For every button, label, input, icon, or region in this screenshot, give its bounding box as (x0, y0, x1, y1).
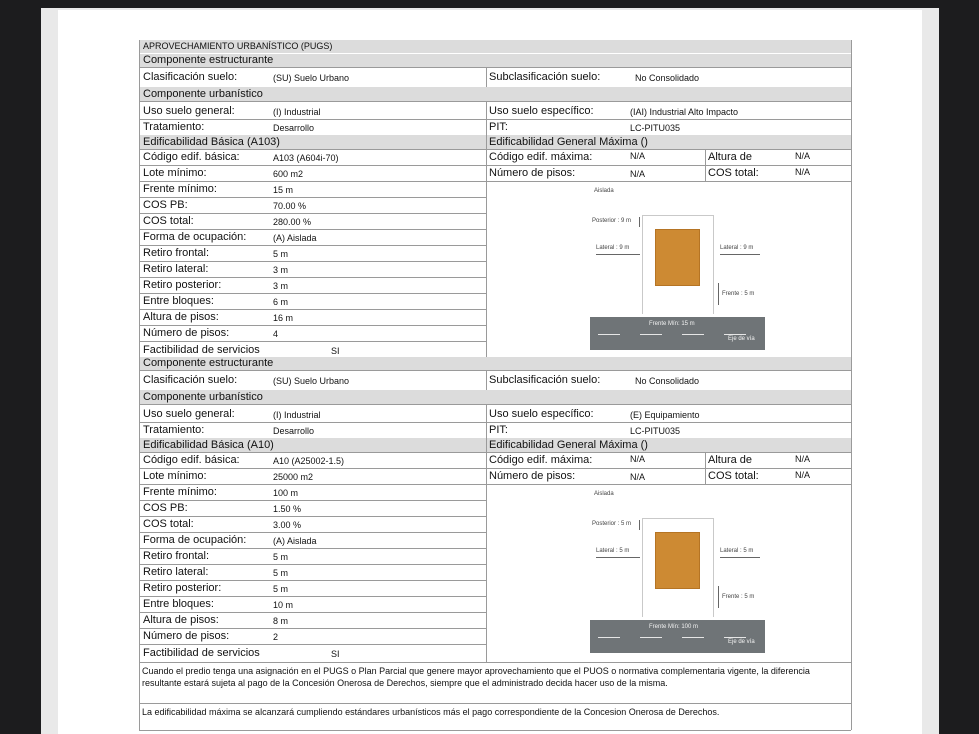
subclasificacion-label: Subclasificación suelo: (489, 71, 601, 83)
posterior-label: Posterior : 5 m (592, 521, 632, 527)
setback-diagram (590, 489, 770, 659)
lane-dash (682, 637, 704, 638)
column-divider (486, 452, 487, 662)
tratamiento-label: Tratamiento: (143, 121, 205, 133)
building-footprint (655, 229, 700, 286)
lane-dash (724, 334, 746, 335)
uso-especifico-label: Uso suelo específico: (489, 408, 594, 420)
column-divider (705, 452, 706, 484)
column-divider (705, 149, 706, 181)
divider (139, 468, 486, 469)
divider (139, 484, 486, 485)
codigo-maxima-value: N/A (630, 454, 646, 464)
row-value: 5 m (273, 249, 289, 259)
column-divider (486, 149, 487, 359)
row-label: Frente mínimo: (143, 183, 217, 195)
frente-label: Frente : 5 m (722, 291, 755, 297)
row-label: Número de pisos: (143, 630, 230, 642)
cos-total-max-label: COS total: (708, 470, 759, 482)
codigo-maxima-label: Código edif. máxima: (489, 454, 593, 466)
altura-de-label: Altura de (708, 454, 753, 466)
divider (139, 644, 486, 645)
document-title: APROVECHAMIENTO URBANÍSTICO (PUGS) (143, 41, 333, 51)
divider (139, 101, 851, 102)
uso-general-value: (I) Industrial (273, 107, 321, 117)
row-value: 5 m (273, 584, 289, 594)
lateral-left-label: Lateral : 5 m (596, 548, 630, 554)
table-border-right (851, 40, 852, 730)
cos-total-max-label: COS total: (708, 167, 759, 179)
numero-pisos-max-label: Número de pisos: (489, 167, 576, 179)
uso-general-label: Uso suelo general: (143, 408, 235, 420)
divider (139, 119, 851, 120)
row-value: 70.00 % (273, 201, 307, 211)
row-label: Altura de pisos: (143, 311, 219, 323)
lateral-right-label: Lateral : 5 m (720, 548, 754, 554)
lateral-right-label: Lateral : 9 m (720, 245, 754, 251)
divider (139, 309, 486, 310)
divider (139, 548, 486, 549)
row-value: 8 m (273, 616, 289, 626)
divider (139, 564, 486, 565)
divider (139, 730, 851, 731)
frente-minimo-label: Frente Mín: 100 m (649, 624, 699, 630)
row-value: (A) Aislada (273, 233, 317, 243)
divider (139, 532, 486, 533)
componente-estructurante-heading: Componente estructurante (143, 357, 274, 369)
subclasificacion-value: No Consolidado (635, 73, 700, 83)
divider (139, 370, 851, 371)
row-label: COS total: (143, 215, 194, 227)
row-value: 3.00 % (273, 520, 302, 530)
divider (139, 229, 486, 230)
row-label: Entre bloques: (143, 295, 214, 307)
tratamiento-value: Desarrollo (273, 426, 315, 436)
row-value: 600 m2 (273, 169, 304, 179)
codigo-maxima-value: N/A (630, 151, 646, 161)
divider (139, 452, 851, 453)
pit-value: LC-PITU035 (630, 426, 681, 436)
row-label: Frente mínimo: (143, 486, 217, 498)
row-label: Código edif. básica: (143, 454, 240, 466)
row-value: A103 (A604i-70) (273, 153, 339, 163)
dimension-tick (639, 217, 640, 227)
numero-pisos-max-value: N/A (630, 169, 646, 179)
tratamiento-value: Desarrollo (273, 123, 315, 133)
diagram-type-label: Aislada (594, 491, 614, 497)
lane-dash (724, 637, 746, 638)
numero-pisos-max-value: N/A (630, 472, 646, 482)
divider (486, 468, 851, 469)
lane-dash (598, 334, 620, 335)
clasificacion-value: (SU) Suelo Urbano (273, 73, 350, 83)
factibilidad-label: Factibilidad de servicios (143, 344, 260, 356)
cos-total-max-value: N/A (795, 470, 811, 480)
row-label: Retiro frontal: (143, 550, 210, 562)
row-value: 10 m (273, 600, 294, 610)
edificabilidad-general-heading: Edificabilidad General Máxima () (489, 439, 648, 451)
row-label: Entre bloques: (143, 598, 214, 610)
row-value: 25000 m2 (273, 472, 314, 482)
row-value: 5 m (273, 568, 289, 578)
subclasificacion-value: No Consolidado (635, 376, 700, 386)
table-border-left (139, 40, 140, 730)
row-label: Retiro lateral: (143, 263, 209, 275)
altura-de-value: N/A (795, 454, 811, 464)
lane-dash (598, 637, 620, 638)
divider (139, 325, 486, 326)
dimension-tick (720, 254, 760, 255)
dimension-tick (596, 557, 640, 558)
row-value: 5 m (273, 552, 289, 562)
factibilidad-value: SI (331, 649, 340, 659)
row-value: 15 m (273, 185, 294, 195)
row-label: COS PB: (143, 502, 188, 514)
column-divider (486, 135, 487, 149)
edificabilidad-general-heading: Edificabilidad General Máxima () (489, 136, 648, 148)
altura-de-label: Altura de (708, 151, 753, 163)
divider (139, 628, 486, 629)
column-divider (486, 68, 487, 87)
divider (139, 596, 486, 597)
diagram-type-label: Aislada (594, 188, 614, 194)
row-value: 1.50 % (273, 504, 302, 514)
divider (139, 580, 486, 581)
altura-de-value: N/A (795, 151, 811, 161)
row-value: A10 (A25002-1.5) (273, 456, 345, 466)
divider (139, 662, 851, 663)
row-value: 280.00 % (273, 217, 312, 227)
dimension-tick (596, 254, 640, 255)
clasificacion-value: (SU) Suelo Urbano (273, 376, 350, 386)
divider (139, 165, 486, 166)
uso-general-value: (I) Industrial (273, 410, 321, 420)
clasificacion-label: Clasificación suelo: (143, 374, 238, 386)
column-divider (486, 438, 487, 452)
divider (139, 422, 851, 423)
divider (139, 197, 486, 198)
clasificacion-label: Clasificación suelo: (143, 71, 238, 83)
column-divider (486, 101, 487, 135)
divider (139, 404, 851, 405)
factibilidad-value: SI (331, 346, 340, 356)
row-label: COS total: (143, 518, 194, 530)
pit-label: PIT: (489, 424, 508, 436)
note-concesion-onerosa: Cuando el predio tenga una asignación en el PUGS o Plan Parcial que genere mayor aprovechamiento que el PUOS o normativa complementaria vigente, la diferencia resultante estará sujeta al pago de la Concesión Onerosa de Derechos, siempre que el administrado decida hacer uso de la misma. (142, 666, 810, 688)
row-value: 16 m (273, 313, 294, 323)
row-value: 4 (273, 329, 279, 339)
componente-urbanistico-heading: Componente urbanístico (143, 88, 263, 100)
eje-de-via-label: Eje de vía (728, 336, 755, 342)
divider (139, 516, 486, 517)
componente-estructurante-heading: Componente estructurante (143, 54, 274, 66)
factibilidad-label: Factibilidad de servicios (143, 647, 260, 659)
uso-general-label: Uso suelo general: (143, 105, 235, 117)
subclasificacion-label: Subclasificación suelo: (489, 374, 601, 386)
row-value: 2 (273, 632, 279, 642)
note-edificabilidad-maxima: La edificabilidad máxima se alcanzará cumpliendo estándares urbanísticos más el pago correspondiente de la Concesion Onerosa de Derechos. (142, 707, 720, 717)
divider (139, 612, 486, 613)
row-label: Forma de ocupación: (143, 534, 247, 546)
row-label: Código edif. básica: (143, 151, 240, 163)
divider (139, 67, 851, 68)
divider (486, 484, 851, 485)
edificabilidad-basica-heading: Edificabilidad Básica (A10) (143, 439, 274, 451)
divider (486, 165, 851, 166)
numero-pisos-max-label: Número de pisos: (489, 470, 576, 482)
cos-total-max-value: N/A (795, 167, 811, 177)
divider (486, 181, 851, 182)
row-label: Retiro posterior: (143, 582, 222, 594)
divider (139, 261, 486, 262)
frente-label: Frente : 5 m (722, 594, 755, 600)
codigo-maxima-label: Código edif. máxima: (489, 151, 593, 163)
dimension-tick (718, 283, 719, 305)
tratamiento-label: Tratamiento: (143, 424, 205, 436)
frente-minimo-label: Frente Mín: 15 m (649, 321, 695, 327)
row-value: 100 m (273, 488, 299, 498)
divider (139, 149, 851, 150)
uso-especifico-value: (IAI) Industrial Alto Impacto (630, 107, 739, 117)
dimension-tick (720, 557, 760, 558)
row-value: 6 m (273, 297, 289, 307)
row-value: (A) Aislada (273, 536, 317, 546)
row-label: Retiro frontal: (143, 247, 210, 259)
edificabilidad-basica-heading: Edificabilidad Básica (A103) (143, 136, 280, 148)
pit-label: PIT: (489, 121, 508, 133)
column-divider (486, 371, 487, 390)
posterior-label: Posterior : 9 m (592, 218, 632, 224)
row-label: Lote mínimo: (143, 167, 207, 179)
eje-de-via-label: Eje de vía (728, 639, 755, 645)
row-label: Número de pisos: (143, 327, 230, 339)
lane-dash (682, 334, 704, 335)
column-divider (486, 404, 487, 438)
lateral-left-label: Lateral : 9 m (596, 245, 630, 251)
row-label: Forma de ocupación: (143, 231, 247, 243)
divider (139, 245, 486, 246)
row-label: Altura de pisos: (143, 614, 219, 626)
row-label: Retiro lateral: (143, 566, 209, 578)
row-label: Retiro posterior: (143, 279, 222, 291)
building-footprint (655, 532, 700, 589)
lane-dash (640, 334, 662, 335)
uso-especifico-value: (E) Equipamiento (630, 410, 700, 420)
lane-dash (640, 637, 662, 638)
divider (139, 277, 486, 278)
row-label: COS PB: (143, 199, 188, 211)
divider (139, 500, 486, 501)
divider (139, 703, 851, 704)
divider (139, 181, 486, 182)
setback-diagram (590, 186, 770, 356)
componente-urbanistico-heading: Componente urbanístico (143, 391, 263, 403)
dimension-tick (718, 586, 719, 608)
row-value: 3 m (273, 281, 289, 291)
uso-especifico-label: Uso suelo específico: (489, 105, 594, 117)
divider (139, 293, 486, 294)
row-label: Lote mínimo: (143, 470, 207, 482)
dimension-tick (639, 520, 640, 530)
row-value: 3 m (273, 265, 289, 275)
divider (139, 341, 486, 342)
pit-value: LC-PITU035 (630, 123, 681, 133)
divider (139, 213, 486, 214)
